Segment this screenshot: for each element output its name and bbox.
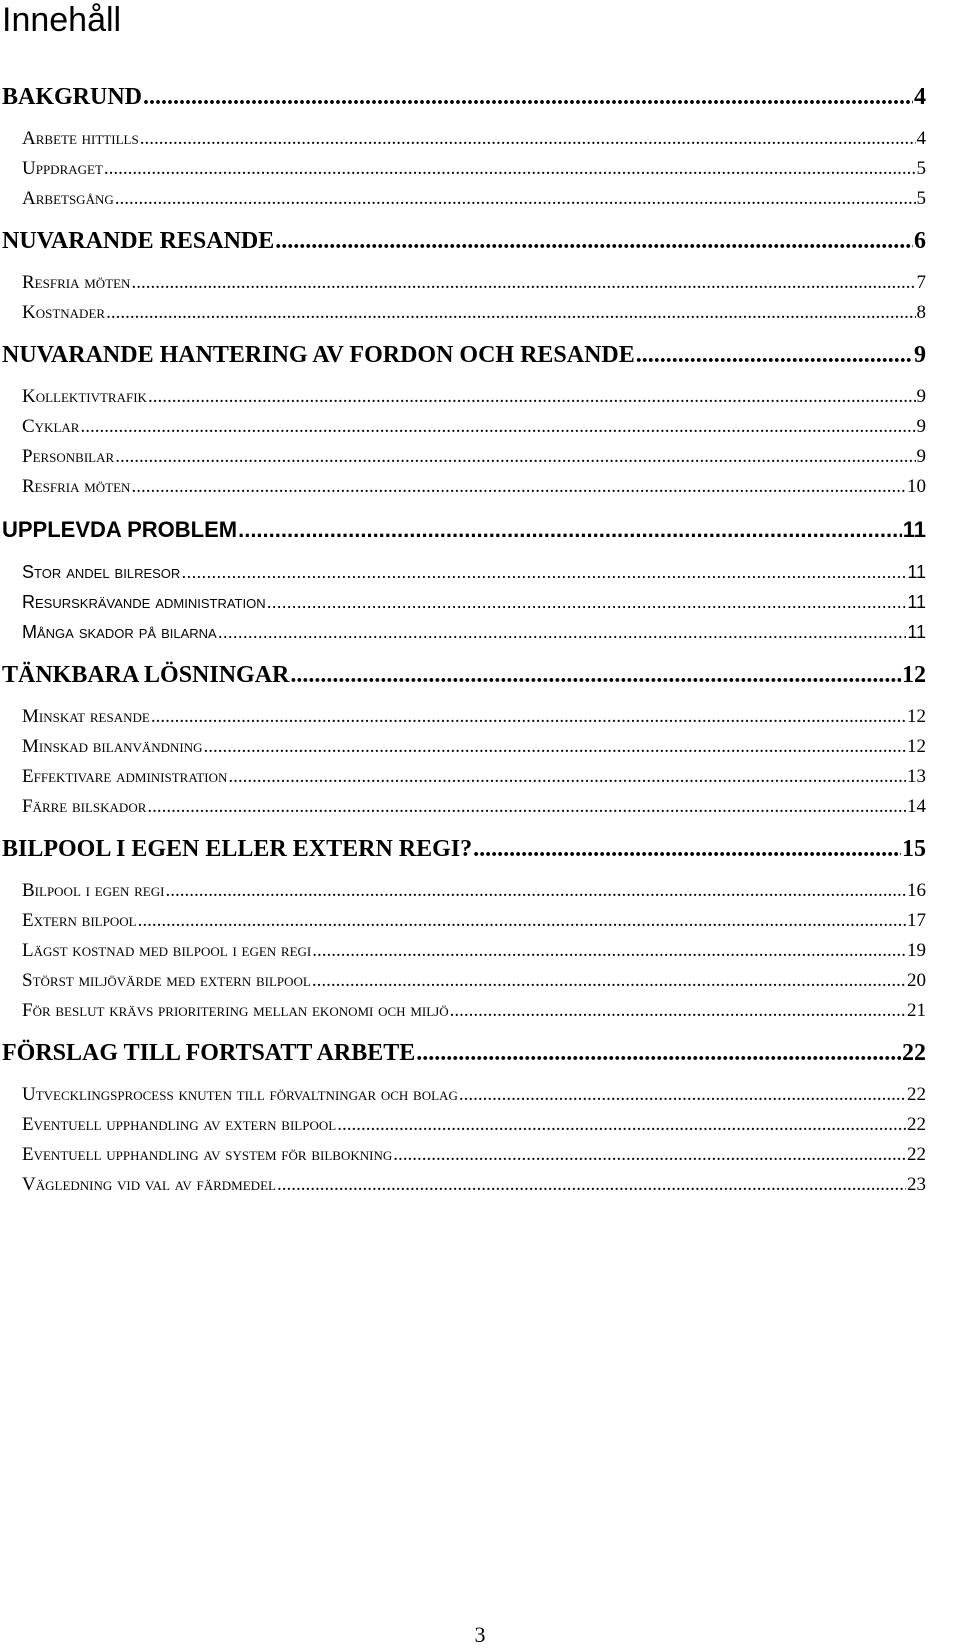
toc-entry-page: 22	[907, 1144, 926, 1165]
toc-leader-dots	[277, 1174, 906, 1196]
toc-leader-dots	[148, 386, 916, 408]
toc-leader-dots	[115, 446, 915, 468]
toc-entry-manga-skador[interactable]	[22, 622, 926, 643]
toc-entry-nuvarande-resande[interactable]	[2, 228, 926, 255]
toc-leader-dots	[151, 706, 906, 728]
toc-entry-kostnader[interactable]	[22, 302, 926, 324]
toc-entry-page: 11	[907, 592, 926, 612]
toc-entry-title: NUVARANDE HANTERING AV FORDON OCH RESANDE	[2, 342, 635, 368]
toc-leader-dots	[290, 662, 901, 689]
toc-leader-dots	[104, 158, 916, 180]
toc-entry-stor-andel-bilresor[interactable]	[22, 562, 926, 583]
toc-entry-vagledning[interactable]	[22, 1174, 926, 1196]
toc-entry-title: Resurskrävande administration	[22, 592, 266, 612]
toc-entry-title: Minskad bilanvändning	[22, 736, 203, 757]
toc-leader-dots	[337, 1114, 906, 1136]
toc-entry-title: Vägledning vid val av färdmedel	[22, 1174, 276, 1195]
toc-leader-dots	[143, 84, 913, 111]
toc-entry-page: 16	[907, 880, 926, 901]
toc-entry-page: 5	[916, 188, 926, 209]
toc-entry-title: Bilpool i egen regi	[22, 880, 165, 901]
toc-entry-resurskravande-administration[interactable]	[22, 592, 926, 613]
toc-leader-dots	[473, 836, 901, 863]
toc-entry-title: TÄNKBARA LÖSNINGAR	[2, 662, 290, 688]
toc-entry-tankbara-losningar[interactable]	[2, 662, 926, 689]
toc-entry-upplevda-problem[interactable]	[2, 517, 926, 543]
toc-entry-minskat-resande[interactable]	[22, 706, 926, 728]
toc-entry-title: Lägst kostnad med bilpool i egen regi	[22, 940, 312, 961]
toc-entry-page: 10	[907, 476, 926, 497]
toc-entry-page: 9	[916, 446, 926, 467]
toc-entry-page: 15	[902, 836, 926, 862]
toc-entry-title: BILPOOL I EGEN ELLER EXTERN REGI?	[2, 836, 473, 862]
toc-entry-page: 11	[902, 517, 926, 542]
toc-entry-page: 9	[914, 342, 926, 368]
toc-leader-dots	[140, 128, 916, 150]
toc-entry-page: 20	[907, 970, 926, 991]
toc-leader-dots	[238, 517, 902, 543]
toc-leader-dots	[636, 342, 913, 369]
toc-entry-page: 14	[907, 796, 926, 817]
toc-entry-title: Eventuell upphandling av extern bilpool	[22, 1114, 337, 1135]
toc-entry-page: 22	[902, 1040, 926, 1066]
toc-entry-arbetsgang[interactable]	[22, 188, 926, 210]
toc-entry-title: Personbilar	[22, 446, 115, 467]
toc-entry-for-beslut[interactable]	[22, 1000, 926, 1022]
toc-entry-page: 11	[907, 562, 926, 582]
toc-entry-title: Uppdraget	[22, 158, 103, 179]
toc-entry-page: 13	[907, 766, 926, 787]
toc-leader-dots	[450, 1000, 906, 1022]
toc-entry-arbete-hittills[interactable]	[22, 128, 926, 150]
toc-leader-dots	[106, 302, 915, 324]
toc-entry-title: Utvecklingsprocess knuten till förvaltningar och bolag	[22, 1084, 458, 1105]
toc-entry-title: Extern bilpool	[22, 910, 137, 931]
toc-entry-title: Resfria möten	[22, 476, 131, 497]
toc-entry-page: 11	[907, 622, 926, 642]
toc-leader-dots	[131, 272, 915, 294]
toc-entry-storst-miljovarde[interactable]	[22, 970, 926, 992]
toc-entry-upphandling-bilbokning[interactable]	[22, 1144, 926, 1166]
toc-entry-page: 12	[907, 706, 926, 727]
toc-entry-title: NUVARANDE RESANDE	[2, 228, 275, 254]
toc-entry-personbilar[interactable]	[22, 446, 926, 468]
toc-entry-forslag-fortsatt-arbete[interactable]	[2, 1040, 926, 1067]
page-number: 3	[474, 1622, 486, 1647]
toc-entry-cyklar[interactable]	[22, 416, 926, 438]
toc-entry-minskad-bilanvandning[interactable]	[22, 736, 926, 758]
toc-entry-bakgrund[interactable]	[2, 84, 926, 111]
toc-entry-page: 12	[907, 736, 926, 757]
toc-leader-dots	[267, 592, 907, 613]
toc-leader-dots	[138, 910, 906, 932]
toc-entry-page: 23	[907, 1174, 926, 1195]
toc-entry-page: 19	[907, 940, 926, 961]
toc-entry-title: Många skador på bilarna	[22, 622, 217, 642]
toc-entry-utvecklingsprocess[interactable]	[22, 1084, 926, 1106]
toc-leader-dots	[275, 228, 913, 255]
toc-leader-dots	[131, 476, 906, 498]
toc-entry-title: UPPLEVDA PROBLEM	[2, 517, 238, 542]
toc-entry-page: 7	[916, 272, 926, 293]
toc-entry-page: 9	[916, 386, 926, 407]
toc-entry-resfria-moten[interactable]	[22, 272, 926, 294]
toc-leader-dots	[115, 188, 916, 210]
toc-entry-bilpool-egen-regi[interactable]	[22, 880, 926, 902]
toc-entry-page: 5	[916, 158, 926, 179]
toc-leader-dots	[165, 880, 906, 902]
toc-leader-dots	[393, 1144, 906, 1166]
toc-entry-nuvarande-hantering[interactable]	[2, 342, 926, 369]
toc-entry-page: 22	[907, 1084, 926, 1105]
toc-entry-extern-bilpool[interactable]	[22, 910, 926, 932]
toc-entry-kollektivtrafik[interactable]	[22, 386, 926, 408]
toc-leader-dots	[147, 796, 906, 818]
toc-entry-title: Kostnader	[22, 302, 106, 323]
toc-entry-title: För beslut krävs prioritering mellan ekonomi och miljö	[22, 1000, 449, 1021]
toc-entry-title: Kollektivtrafik	[22, 386, 147, 407]
toc-leader-dots	[80, 416, 915, 438]
toc-entry-title: Resfria möten	[22, 272, 131, 293]
toc-entry-page: 6	[914, 228, 926, 254]
toc-entry-effektivare-administration[interactable]	[22, 766, 926, 788]
toc-leader-dots	[204, 736, 906, 758]
toc-entry-page: 22	[907, 1114, 926, 1135]
toc-leader-dots	[312, 940, 906, 962]
page-title: Innehåll	[2, 1, 122, 39]
toc-entry-title: FÖRSLAG TILL FORTSATT ARBETE	[2, 1040, 416, 1066]
toc-entry-uppdraget[interactable]	[22, 158, 926, 180]
toc-leader-dots	[228, 766, 906, 788]
toc-entry-title: Minskat resande	[22, 706, 150, 727]
toc-entry-page: 8	[916, 302, 926, 323]
toc-entry-title: BAKGRUND	[2, 84, 143, 110]
toc-entry-bilpool-regi[interactable]	[2, 836, 926, 863]
toc-entry-title: Störst miljövärde med extern bilpool	[22, 970, 311, 991]
toc-entry-title: Arbetsgång	[22, 188, 114, 209]
toc-entry-page: 21	[907, 1000, 926, 1021]
toc-entry-title: Eventuell upphandling av system för bilbokning	[22, 1144, 393, 1165]
toc-entry-page: 9	[916, 416, 926, 437]
toc-entry-title: Effektivare administration	[22, 766, 228, 787]
toc-leader-dots	[416, 1040, 901, 1067]
toc-entry-title: Färre bilskador	[22, 796, 147, 817]
toc-leader-dots	[181, 562, 906, 583]
toc-entry-page: 4	[914, 84, 926, 110]
toc-entry-farre-bilskador[interactable]	[22, 796, 926, 818]
toc-entry-title: Stor andel bilresor	[22, 562, 181, 582]
toc-entry-lagst-kostnad[interactable]	[22, 940, 926, 962]
toc-leader-dots	[218, 622, 907, 643]
toc-entry-upphandling-extern-bilpool[interactable]	[22, 1114, 926, 1136]
toc-entry-title: Cyklar	[22, 416, 80, 437]
toc-entry-page: 17	[907, 910, 926, 931]
toc-leader-dots	[312, 970, 906, 992]
toc-entry-page: 4	[916, 128, 926, 149]
toc-entry-resfria-moten-2[interactable]	[22, 476, 926, 498]
toc-entry-title: Arbete hittills	[22, 128, 139, 149]
toc-leader-dots	[459, 1084, 906, 1106]
toc-entry-page: 12	[902, 662, 926, 688]
